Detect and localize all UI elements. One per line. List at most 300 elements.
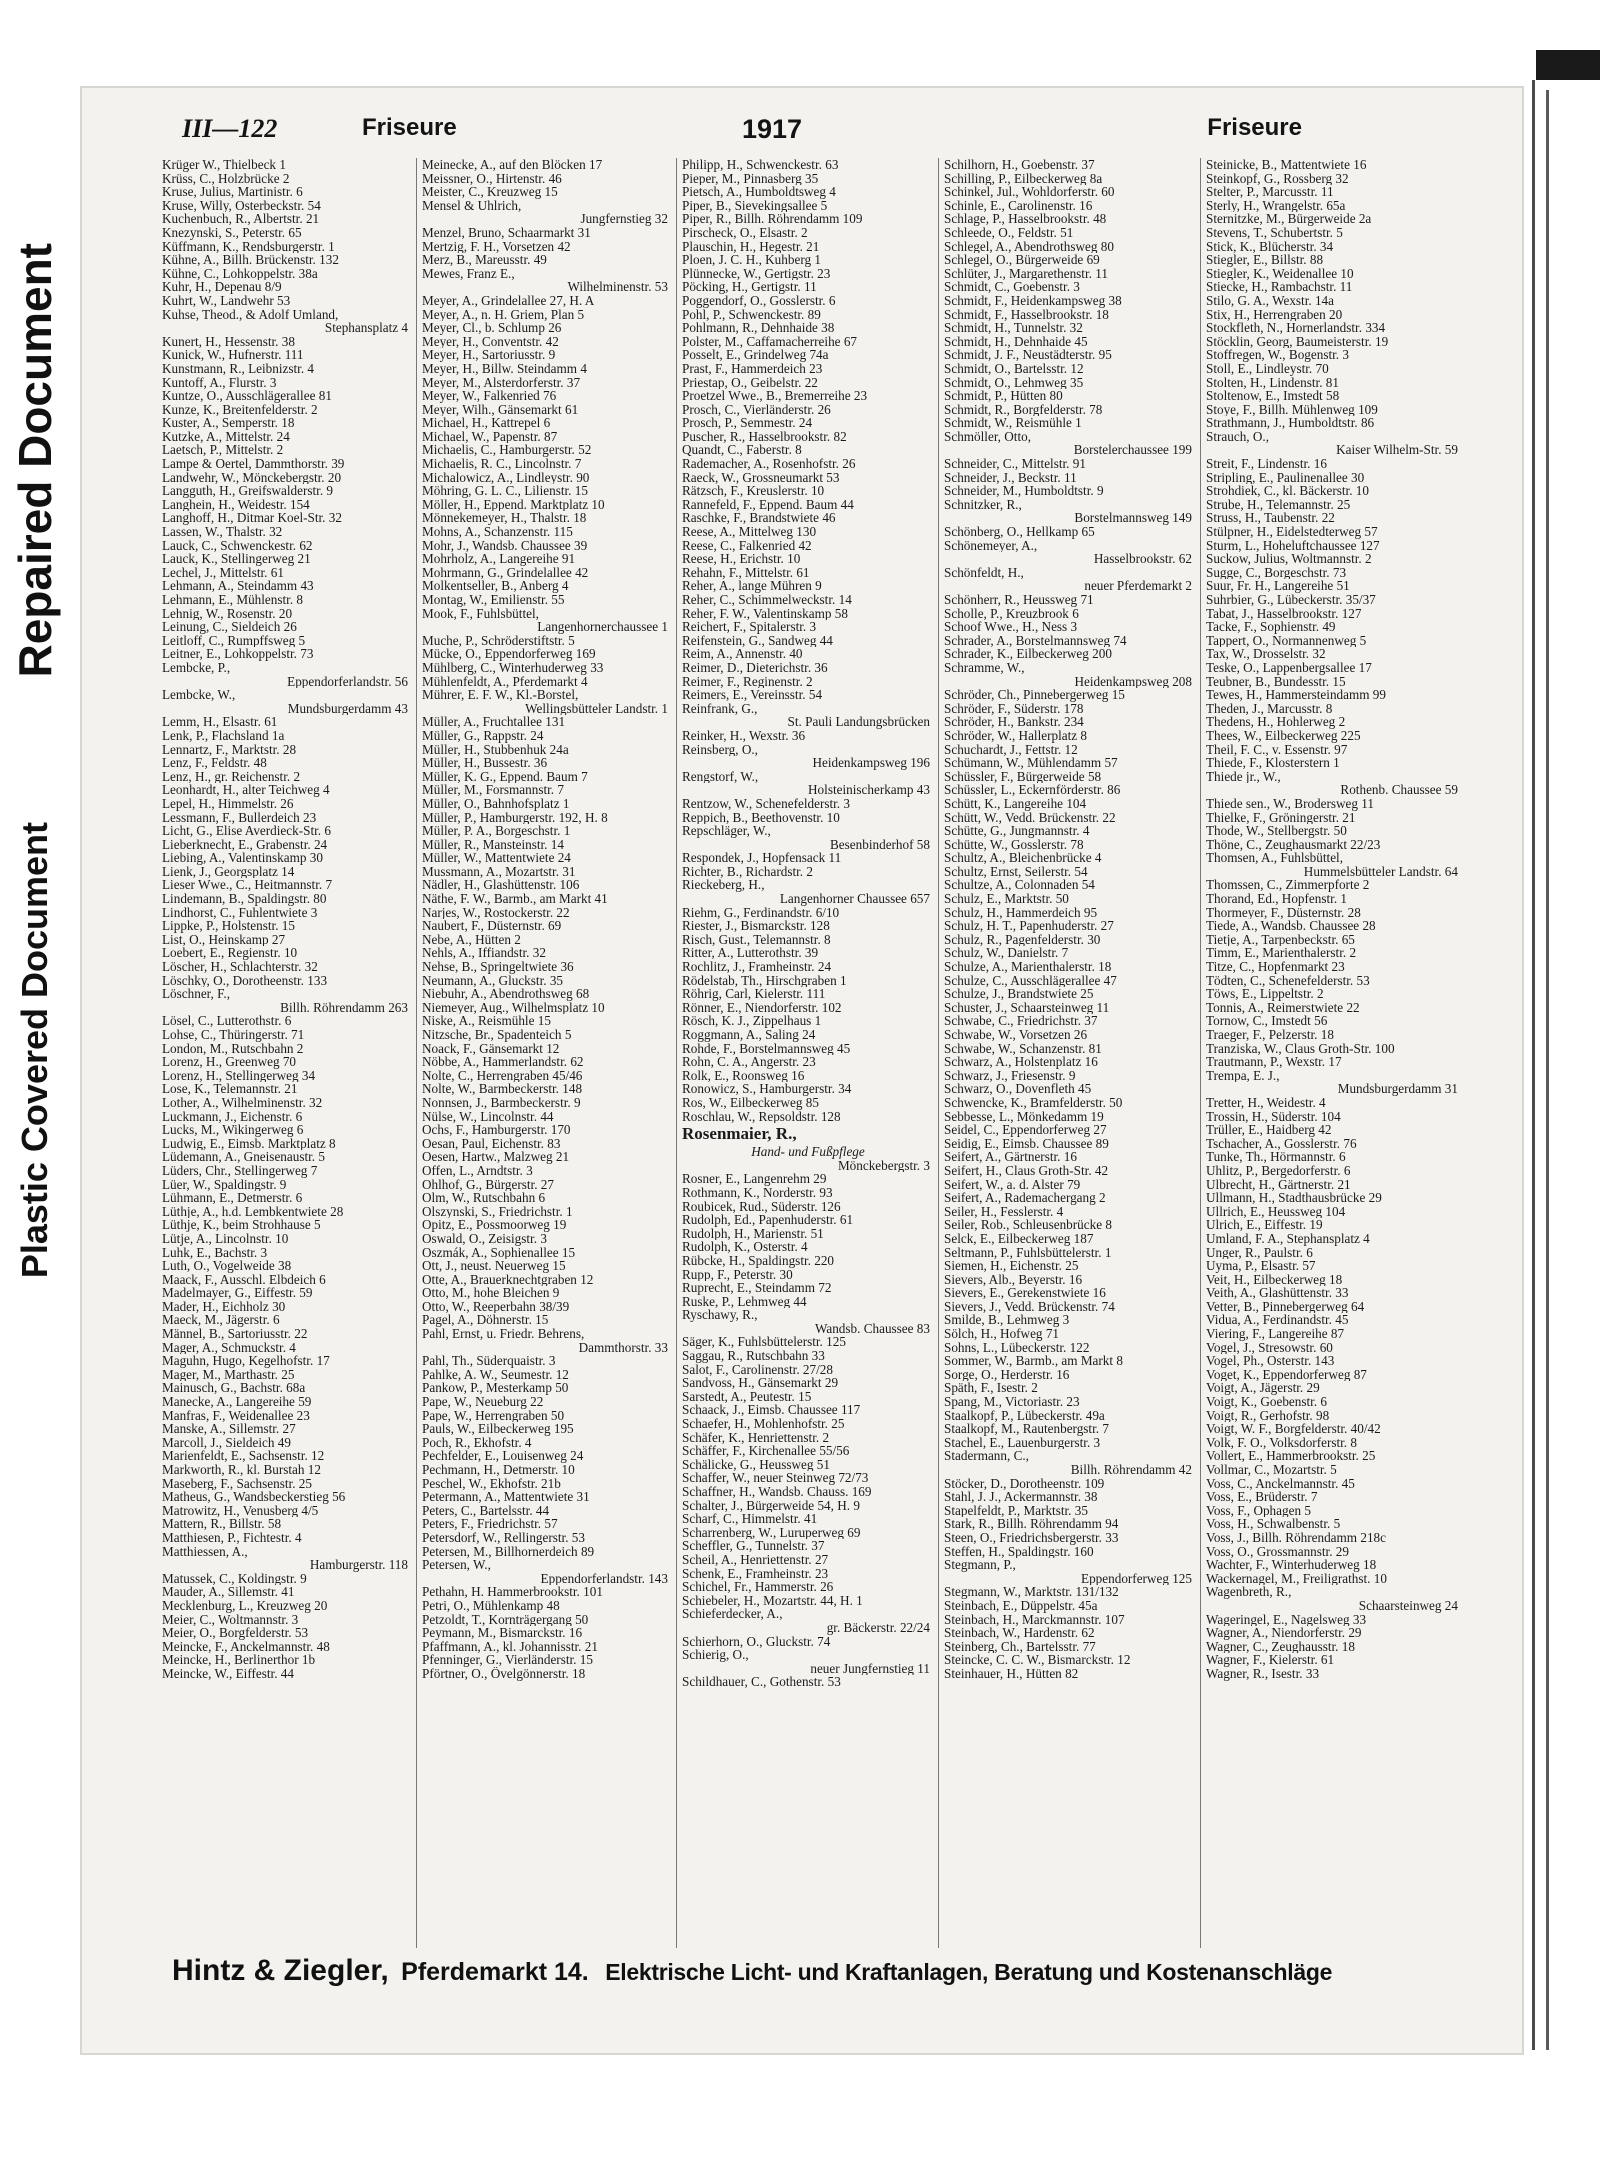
- directory-entry: Landwehr, W., Mönckebergstr. 20: [162, 470, 342, 485]
- directory-entry: Michaelis, C., Hamburgerstr. 52: [422, 443, 592, 458]
- directory-entry: Stripling, E., Paulinenallee 30: [1206, 470, 1365, 485]
- directory-entry: Ploen, J. C. H., Kuhberg 1: [682, 253, 821, 267]
- directory-entry: Hamburgerstr. 118: [309, 1558, 408, 1572]
- directory-entry: Rochlitz, J., Framheinstr. 24: [682, 960, 832, 974]
- directory-entry: Tewes, H., Hammersteindamm 99: [1206, 688, 1386, 702]
- directory-entry: Heidenkampsweg 208: [1074, 674, 1192, 689]
- directory-entry: Rohn, C. A., Angerstr. 23: [682, 1055, 816, 1069]
- directory-entry: neuer Pferdemarkt 2: [1084, 579, 1192, 593]
- directory-entry: Mührer, E. F. W., Kl.-Borstel,: [422, 688, 579, 702]
- directory-column-3: [682, 158, 934, 1948]
- directory-entry: Otte, A., Brauerknechtgraben 12: [422, 1272, 594, 1287]
- directory-entry: Lieberknecht, E., Grabenstr. 24: [162, 837, 328, 852]
- directory-entry: Scheffler, G., Tunnelstr. 37: [682, 1539, 825, 1553]
- directory-entry: Mönnekemeyer, H., Thalstr. 18: [422, 511, 587, 526]
- directory-entry: London, M., Rutschbahn 2: [162, 1041, 304, 1056]
- directory-entry: Rösch, K. J., Zippelhaus 1: [682, 1014, 822, 1028]
- directory-entry: Rannefeld, F., Eppend. Baum 44: [682, 497, 854, 512]
- directory-entry: Rönner, E., Niendorferstr. 102: [682, 1000, 842, 1015]
- directory-entry: Steinbach, E., Düppelstr. 45a: [944, 1598, 1098, 1613]
- directory-entry: Voget, K., Eppendorferweg 87: [1206, 1367, 1367, 1382]
- directory-entry: Schröder, F., Süderstr. 178: [944, 701, 1084, 716]
- directory-entry: Schönemeyer, A.,: [944, 538, 1038, 553]
- directory-entry: neuer Jungfernstieg 11: [810, 1661, 930, 1676]
- directory-entry: Lenz, F., Feldstr. 48: [162, 756, 267, 770]
- directory-entry: Meinecke, A., auf den Blöcken 17: [422, 158, 603, 172]
- directory-entry: Uhlitz, P., Bergedorferstr. 6: [1206, 1163, 1351, 1178]
- directory-entry: Nädler, H., Glashüttenstr. 106: [422, 878, 580, 893]
- directory-entry: Lienk, J., Georgsplatz 14: [162, 864, 295, 879]
- directory-entry: Schrader, A., Borstelmannsweg 74: [944, 633, 1127, 648]
- directory-entry: Mühlberg, C., Winterhuderweg 33: [422, 660, 604, 675]
- directory-entry: Langenhorner Chaussee 657: [779, 892, 930, 906]
- directory-entry: Borstelerchaussee 199: [1073, 443, 1192, 458]
- directory-entry: Volk, F. O., Volksdorferstr. 8: [1206, 1435, 1357, 1450]
- directory-entry: Säger, K., Fuhlsbüttelerstr. 125: [682, 1335, 846, 1350]
- directory-entry: Petersen, M., Billhornerdeich 89: [422, 1544, 595, 1559]
- directory-entry: Kuster, A., Semperstr. 18: [162, 416, 295, 430]
- directory-entry: Holsteinischerkamp 43: [808, 783, 930, 797]
- directory-entry: Respondek, J., Hopfensack 11: [682, 851, 842, 865]
- directory-entry: Madelmayer, G., Eiffestr. 59: [162, 1286, 313, 1300]
- directory-entry: Maeck, M., Jägerstr. 6: [162, 1313, 280, 1328]
- directory-entry: Suhrbier, G., Lübeckerstr. 35/37: [1206, 593, 1376, 607]
- directory-entry: Voigt, W. F., Borgfelderstr. 40/42: [1206, 1422, 1381, 1436]
- directory-entry: Narjes, W., Rostockerstr. 22: [422, 905, 570, 920]
- directory-entry: Wagenbreth, R.,: [1206, 1585, 1292, 1599]
- directory-entry: Reese, C., Falkenried 42: [682, 538, 812, 553]
- directory-entry: Stapelfeldt, P., Marktstr. 35: [944, 1503, 1088, 1518]
- directory-entry: Scholle, P., Kreuzbrook 6: [944, 606, 1079, 621]
- directory-entry: Ulbrecht, H., Gärtnerstr. 21: [1206, 1177, 1351, 1192]
- directory-entry: Schinkel, Jul., Wohldorferstr. 60: [944, 185, 1115, 199]
- directory-entry: Schaefer, H., Mohlenhofstr. 25: [682, 1417, 845, 1431]
- directory-entry: Ohlhof, G., Bürgerstr. 27: [422, 1177, 554, 1192]
- directory-entry: Oesan, Paul, Eichenstr. 83: [422, 1136, 561, 1151]
- directory-entry: Stöcklin, Georg, Baumeisterstr. 19: [1206, 334, 1389, 349]
- directory-entry: Sorge, O., Herderstr. 16: [944, 1367, 1070, 1382]
- directory-entry: Ronowicz, S., Hamburgerstr. 34: [682, 1082, 852, 1096]
- directory-entry: Lüders, Chr., Stellingerweg 7: [162, 1163, 318, 1178]
- directory-entry: Lehmann, A., Steindamm 43: [162, 579, 314, 593]
- directory-entry: Mohns, A., Schanzenstr. 115: [422, 525, 573, 539]
- directory-entry: Niske, A., Reismühle 15: [422, 1014, 551, 1028]
- page-header: [182, 114, 1302, 154]
- directory-entry: Thomssen, C., Zimmerpforte 2: [1206, 878, 1370, 893]
- directory-entry: Rudolph, K., Osterstr. 4: [682, 1240, 808, 1254]
- directory-entry: Leonhardt, H., alter Teichweg 4: [162, 783, 330, 797]
- directory-entry: Löschner, F.,: [162, 987, 231, 1001]
- directory-entry: Oesen, Hartw., Malzweg 21: [422, 1150, 570, 1164]
- directory-entry: Ros, W., Eilbeckerweg 85: [682, 1095, 819, 1110]
- footer-advertisement: [172, 1954, 1492, 1994]
- directory-entry: Reppich, B., Beethovenstr. 10: [682, 810, 840, 825]
- directory-entry: Pagel, A., Döhnerstr. 15: [422, 1313, 549, 1328]
- directory-entry: Lohse, C., Thüringerstr. 71: [162, 1028, 305, 1042]
- directory-entry: Steinbach, H., Marckmannstr. 107: [944, 1612, 1125, 1627]
- directory-entry: Steinicke, B., Mattentwiete 16: [1206, 158, 1367, 172]
- directory-entry: Mensel & Uhlrich,: [422, 198, 522, 213]
- directory-entry: Ullrich, E., Heussweg 104: [1206, 1204, 1346, 1219]
- directory-entry: Maguhn, Hugo, Kegelhofstr. 17: [162, 1354, 330, 1368]
- directory-entry: Mundsburgerdamm 31: [1337, 1082, 1458, 1096]
- directory-entry: Stiecke, H., Rambachstr. 11: [1206, 280, 1353, 294]
- directory-entry: Mussmann, A., Mozartstr. 31: [422, 864, 576, 879]
- directory-entry: Loebert, E., Regienstr. 10: [162, 946, 298, 961]
- directory-entry: Krüger W., Thielbeck 1: [162, 158, 286, 172]
- directory-entry: Plauschin, H., Hegestr. 21: [682, 239, 820, 254]
- directory-entry: Tabat, J., Hasselbrookstr. 127: [1206, 606, 1362, 621]
- directory-entry: Salot, F., Carolinenstr. 27/28: [682, 1362, 833, 1377]
- directory-entry: Marienfeldt, E., Sachsenstr. 12: [162, 1449, 325, 1463]
- directory-entry: Titze, C., Hopfenmarkt 23: [1206, 960, 1345, 974]
- directory-entry: Rothmann, K., Norderstr. 93: [682, 1185, 833, 1200]
- directory-entry: Voigt, K., Goebenstr. 6: [1206, 1395, 1328, 1409]
- directory-entry: Lauck, K., Stellingerweg 21: [162, 552, 311, 566]
- directory-entry: Meincke, H., Berlinerthor 1b: [162, 1653, 316, 1667]
- directory-entry: Petzoldt, T., Kornträgergang 50: [422, 1612, 589, 1627]
- directory-entry: Schwarz, A., Holstenplatz 16: [944, 1055, 1098, 1069]
- directory-entry: Veit, H., Eilbeckerweg 18: [1206, 1272, 1343, 1287]
- directory-entry: Lemm, H., Elsastr. 61: [162, 715, 278, 729]
- directory-entry: Schmidt, W., Reismühle 1: [944, 416, 1082, 430]
- directory-page: [82, 88, 1522, 2053]
- directory-entry: Vogel, Ph., Osterstr. 143: [1206, 1354, 1335, 1368]
- directory-entry: Michaelis, R. C., Lincolnstr. 7: [422, 457, 582, 471]
- directory-entry: Merz, B., Mareusstr. 49: [422, 253, 547, 267]
- directory-entry: Quandt, C., Faberstr. 8: [682, 443, 802, 458]
- directory-entry: Scharf, C., Himmelstr. 41: [682, 1512, 818, 1526]
- directory-entry: Olszynski, S., Friedrichstr. 1: [422, 1204, 573, 1219]
- directory-column-1: [162, 158, 412, 1948]
- directory-entry: Eppendorferlandstr. 56: [287, 674, 408, 689]
- directory-entry: Tiede, A., Wandsb. Chaussee 28: [1206, 919, 1376, 933]
- directory-entry: Stülpner, H., Eidelstedterweg 57: [1206, 525, 1378, 539]
- directory-entry: Stolten, H., Lindenstr. 81: [1206, 375, 1339, 390]
- directory-entry: Saggau, R., Rutschbahn 33: [682, 1349, 825, 1363]
- directory-entry: Polster, M., Caffamacherreihe 67: [682, 334, 858, 349]
- directory-entry: Strohdiek, C., kl. Bäckerstr. 10: [1206, 484, 1369, 498]
- directory-entry: Meyer, A., Grindelallee 27, H. A: [422, 293, 595, 308]
- directory-entry: Möhring, G. L. C., Lilienstr. 15: [422, 484, 588, 498]
- directory-entry: Kruse, Julius, Martinistr. 6: [162, 185, 303, 199]
- directory-entry: Mager, M., Marthastr. 25: [162, 1367, 295, 1382]
- directory-entry: Luckmann, J., Eichenstr. 6: [162, 1109, 303, 1124]
- directory-entry: Schmidt, O., Bartelsstr. 12: [944, 361, 1084, 376]
- directory-entry: Löscher, H., Schlachterstr. 32: [162, 960, 318, 974]
- directory-entry: Timm, E., Marienthalerstr. 2: [1206, 946, 1357, 961]
- directory-entry: Mohrholz, A., Langereihe 91: [422, 552, 576, 566]
- directory-entry: Pfaffmann, A., kl. Johannisstr. 21: [422, 1639, 598, 1654]
- directory-entry: Sölch, H., Hofweg 71: [944, 1327, 1060, 1341]
- directory-entry: Schmidt, F., Heidenkampsweg 38: [944, 293, 1122, 308]
- directory-entry: Roggmann, A., Saling 24: [682, 1028, 816, 1042]
- directory-entry: Rentzow, W., Schenefelderstr. 3: [682, 796, 850, 811]
- directory-entry: Petermann, A., Mattentwiete 31: [422, 1490, 590, 1504]
- directory-entry: Thees, W., Eilbeckerweg 225: [1206, 728, 1361, 743]
- directory-entry: Schenk, E., Framheinstr. 23: [682, 1566, 829, 1581]
- directory-entry: Stöcker, D., Dorotheenstr. 109: [944, 1476, 1105, 1491]
- directory-entry: Thiede sen., W., Brodersweg 11: [1206, 796, 1374, 811]
- directory-entry: Schmöller, Otto,: [944, 429, 1032, 444]
- directory-entry: Meister, C., Kreuzweg 15: [422, 185, 558, 199]
- directory-entry: Tornow, C., Imstedt 56: [1206, 1014, 1328, 1028]
- directory-entry: Reese, A., Mittelweg 130: [682, 525, 817, 539]
- directory-entry: Wagner, C., Zeughausstr. 18: [1206, 1639, 1355, 1654]
- directory-entry: Vollmar, C., Mozartstr. 5: [1206, 1463, 1337, 1477]
- directory-entry: Unger, R., Paulstr. 6: [1206, 1245, 1313, 1260]
- directory-entry: Krüss, C., Holzbrücke 2: [162, 171, 290, 186]
- directory-entry: Thiede, F., Klosterstern 1: [1206, 756, 1340, 770]
- directory-entry: Thiede jr., W.,: [1206, 769, 1281, 784]
- directory-entry: Plünnecke, W., Gertigstr. 23: [682, 266, 831, 281]
- directory-entry: Möller, H., Eppend. Marktplatz 10: [422, 497, 605, 512]
- directory-entry: Ruske, P., Lehmweg 44: [682, 1294, 807, 1309]
- directory-entry: Luth, O., Vogelweide 38: [162, 1259, 292, 1273]
- directory-entry: Peschel, W., Ekhofstr. 21b: [422, 1476, 561, 1491]
- directory-entry: Tonnis, A., Reimerstwiete 22: [1206, 1000, 1360, 1015]
- directory-entry: Kuhse, Theod., & Adolf Umland,: [162, 307, 339, 322]
- directory-entry: Schwencke, K., Bramfelderstr. 50: [944, 1095, 1123, 1110]
- directory-entry: Mundsburgerdamm 43: [287, 701, 408, 716]
- directory-entry: Trautmann, P., Wexstr. 17: [1206, 1055, 1342, 1069]
- directory-entry: Lüdemann, A., Gneisenaustr. 5: [162, 1150, 325, 1164]
- directory-entry: Pförtner, O., Övelgönnerstr. 18: [422, 1666, 586, 1681]
- directory-entry: Ochs, F., Hamburgerstr. 170: [422, 1123, 571, 1137]
- directory-entry: Meyer, M., Alsterdorferstr. 37: [422, 375, 581, 390]
- directory-entry: Küffmann, K., Rendsburgerstr. 1: [162, 239, 335, 254]
- directory-entry: Steinberg, Ch., Bartelsstr. 77: [944, 1639, 1096, 1654]
- directory-entry: Kunze, K., Breitenfelderstr. 2: [162, 402, 318, 417]
- directory-entry: Stahl, J. J., Ackermannstr. 38: [944, 1490, 1098, 1504]
- directory-entry: Prosch, P., Semmestr. 24: [682, 416, 813, 430]
- directory-entry: Vidua, A., Ferdinandstr. 45: [1206, 1313, 1349, 1328]
- directory-column-2: [422, 158, 672, 1948]
- directory-year: 1917: [742, 114, 803, 144]
- directory-entry: Töws, E., Lippeltstr. 2: [1206, 987, 1324, 1001]
- directory-entry: Schäfer, K., Henriettenstr. 2: [682, 1430, 830, 1445]
- directory-entry: Tappert, O., Normannenweg 5: [1206, 633, 1367, 648]
- directory-entry: Niemeyer, Aug., Wilhelmsplatz 10: [422, 1000, 605, 1015]
- directory-entry: Sohns, L., Lübeckerstr. 122: [944, 1340, 1090, 1355]
- directory-entry: Männel, B., Sartoriusstr. 22: [162, 1327, 308, 1341]
- directory-entry: Meyer, A., n. H. Griem, Plan 5: [422, 307, 585, 322]
- directory-entry: Lühmann, E., Detmerstr. 6: [162, 1191, 303, 1205]
- directory-entry: Molkentseller, B., Anberg 4: [422, 579, 569, 593]
- directory-entry: Lieser Wwe., C., Heitmannstr. 7: [162, 878, 333, 893]
- plastic-covered-document-text: Plastic Covered Document: [14, 821, 55, 1279]
- directory-entry: Reher, C., Schimmelweckstr. 14: [682, 593, 852, 607]
- directory-entry: Schultz, A., Bleichenbrücke 4: [944, 851, 1102, 865]
- directory-entry: Matrowitz, H., Venusberg 4/5: [162, 1503, 319, 1518]
- directory-entry: Matheus, G., Wandsbeckerstieg 56: [162, 1490, 346, 1504]
- directory-entry: Schwarz, J., Friesenstr. 9: [944, 1068, 1076, 1083]
- directory-entry: Lenz, H., gr. Reichenstr. 2: [162, 769, 301, 784]
- directory-entry: Tretter, H., Weidestr. 4: [1206, 1095, 1326, 1110]
- directory-entry: Trüller, E., Haidberg 42: [1206, 1123, 1332, 1137]
- directory-entry: Seifert, A., Gärtnerstr. 16: [944, 1150, 1077, 1164]
- directory-entry: Lassen, W., Thalstr. 32: [162, 525, 283, 539]
- directory-entry: Theil, F. C., v. Essenstr. 97: [1206, 742, 1348, 757]
- directory-entry: Rudolph, H., Marienstr. 51: [682, 1226, 824, 1241]
- directory-entry: Lindhorst, C., Fuhlentwiete 3: [162, 905, 318, 920]
- directory-entry: Trossin, H., Süderstr. 104: [1206, 1109, 1341, 1124]
- directory-entry: Mewes, Franz E.,: [422, 266, 515, 281]
- directory-entry: Scharrenberg, W., Luruperweg 69: [682, 1525, 861, 1540]
- directory-entry: Schultz, Ernst, Seilerstr. 54: [944, 864, 1088, 879]
- directory-entry: Priestap, O., Geibelstr. 22: [682, 375, 818, 390]
- directory-entry: Sternitzke, M., Bürgerweide 2a: [1206, 212, 1372, 226]
- directory-entry: Thomsen, A., Fuhlsbüttel,: [1206, 851, 1344, 865]
- directory-entry: Dammthorstr. 33: [578, 1340, 668, 1355]
- directory-entry: Risch, Gust., Telemannstr. 8: [682, 932, 831, 947]
- directory-entry: Schönfeldt, H.,: [944, 565, 1024, 580]
- directory-entry: Seifert, H., Claus Groth-Str. 42: [944, 1163, 1109, 1178]
- directory-entry: Trempa, E. J.,: [1206, 1068, 1280, 1083]
- directory-entry: Strathmann, J., Humboldtstr. 86: [1206, 416, 1375, 430]
- directory-entry: Schümann, W., Mühlendamm 57: [944, 756, 1118, 770]
- directory-entry: Reimer, F., Reginenstr. 2: [682, 674, 813, 689]
- directory-entry: Schulz, H. T., Papenhuderstr. 27: [944, 919, 1114, 933]
- directory-entry: Mühlenfeldt, A., Pferdemarkt 4: [422, 674, 588, 689]
- directory-entry: Nolte, C., Herrengraben 45/46: [422, 1068, 583, 1083]
- directory-entry: Pankow, P., Mesterkamp 50: [422, 1381, 569, 1396]
- directory-entry: List, O., Heinskamp 27: [162, 932, 286, 947]
- directory-entry: Seifert, A., Rademachergang 2: [944, 1191, 1106, 1205]
- directory-entry: Schmidt, O., Lehmweg 35: [944, 375, 1084, 390]
- directory-entry: Stevens, T., Schubertstr. 5: [1206, 225, 1343, 240]
- directory-entry: Mohr, J., Wandsb. Chaussee 39: [422, 538, 588, 553]
- directory-entry: Voss, J., Billh. Röhrendamm 218c: [1206, 1530, 1386, 1545]
- directory-entry: Lessmann, F., Bullerdeich 23: [162, 810, 317, 825]
- directory-entry: Suur, Fr. H., Langereihe 51: [1206, 579, 1350, 593]
- directory-entry: Seiler, H., Fesslerstr. 4: [944, 1204, 1064, 1219]
- directory-entry: Kühne, C., Lohkoppelstr. 38a: [162, 266, 318, 281]
- directory-entry: Schaffer, W., neuer Steinweg 72/73: [682, 1471, 869, 1485]
- directory-entry: Rohde, F., Borstelmannsweg 45: [682, 1041, 851, 1056]
- directory-entry: Steinkopf, G., Rossberg 32: [1206, 171, 1349, 186]
- directory-entry: Steincke, C. C. W., Bismarckstr. 12: [944, 1653, 1131, 1667]
- directory-entry: Schütte, G., Jungmannstr. 4: [944, 824, 1090, 838]
- directory-entry: Müller, H., Bussestr. 36: [422, 756, 548, 770]
- directory-entry: Meier, O., Borgfelderstr. 53: [162, 1626, 309, 1640]
- directory-entry: Schlüter, J., Margarethenstr. 11: [944, 266, 1108, 281]
- directory-entry: Luhk, E., Bachstr. 3: [162, 1245, 268, 1260]
- directory-entry: Nehse, B., Springeltwiete 36: [422, 960, 574, 974]
- directory-entry: Schleede, O., Feldstr. 51: [944, 225, 1074, 240]
- directory-entry: Lembcke, P.,: [162, 660, 231, 675]
- directory-entry: Pöcking, H., Gertigstr. 11: [682, 280, 817, 294]
- directory-entry: Müller, P. A., Borgeschstr. 1: [422, 824, 571, 838]
- directory-entry: Schwarz, O., Dovenfleth 45: [944, 1082, 1092, 1096]
- directory-entry: Schierhorn, O., Gluckstr. 74: [682, 1634, 831, 1649]
- directory-entry: Posselt, E., Grindelweg 74a: [682, 348, 829, 362]
- directory-entry: Thielke, F., Gröningerstr. 21: [1206, 810, 1356, 825]
- directory-entry: Lüthje, K., beim Strohhause 5: [162, 1218, 321, 1232]
- directory-entry: Schüssler, F., Bürgerweide 58: [944, 769, 1102, 784]
- directory-entry: Poch, R., Ekhofstr. 4: [422, 1435, 532, 1450]
- directory-entry: Rieckeberg, H.,: [682, 878, 765, 893]
- directory-entry: Kuntze, O., Ausschlägerallee 81: [162, 389, 332, 403]
- directory-entry: Kuntoff, A., Flurstr. 3: [162, 375, 277, 390]
- directory-entry: Löschky, O., Dorotheenstr. 133: [162, 973, 328, 988]
- directory-entry: Sandvoss, H., Gänsemarkt 29: [682, 1376, 839, 1390]
- directory-entry: Wilhelminenstr. 53: [567, 280, 668, 294]
- directory-entry: Mohrmann, G., Grindelallee 42: [422, 565, 589, 580]
- directory-entry: Pieper, M., Pinnasberg 35: [682, 171, 819, 186]
- directory-entry: Neumann, A., Gluckstr. 35: [422, 973, 564, 988]
- directory-entry: Niebuhr, A., Abendrothsweg 68: [422, 987, 590, 1001]
- ad-firm-name: Hintz & Ziegler,: [172, 1954, 389, 1987]
- directory-entry: Nülse, W., Lincolnstr. 44: [422, 1109, 554, 1124]
- directory-entry: Pethahn, H. Hammerbrookstr. 101: [422, 1585, 603, 1599]
- directory-entry: Rolk, E., Roonsweg 16: [682, 1068, 805, 1083]
- directory-entry: Mader, H., Eichholz 30: [162, 1299, 286, 1314]
- directory-entry: Stoye, F., Billh. Mühlenweg 109: [1206, 402, 1378, 417]
- directory-entry: Thormeyer, F., Düsternstr. 28: [1206, 905, 1361, 920]
- directory-entry: Voss, E., Brüderstr. 7: [1206, 1490, 1318, 1504]
- directory-entry: St. Pauli Landungsbrücken: [787, 715, 930, 729]
- directory-entry: Schönberg, O., Hellkamp 65: [944, 525, 1095, 539]
- directory-entry: Schmidt, C., Goebenstr. 3: [944, 280, 1080, 294]
- directory-entry: Reimers, E., Vereinsstr. 54: [682, 688, 823, 702]
- directory-entry: Rademacher, A., Rosenhofstr. 26: [682, 457, 856, 471]
- directory-entry: Theden, J., Marcusstr. 8: [1206, 701, 1333, 716]
- directory-entry: Schieferdecker, A.,: [682, 1607, 783, 1621]
- directory-entry: Pauls, W., Eilbeckerweg 195: [422, 1422, 574, 1436]
- directory-entry: Siemen, H., Eichenstr. 25: [944, 1259, 1079, 1273]
- directory-entry: Reher, A., lange Mühren 9: [682, 579, 822, 593]
- directory-entry: Lehnig, W., Rosenstr. 20: [162, 606, 293, 621]
- directory-entry: Vollert, E., Hammerbrookstr. 25: [1206, 1449, 1376, 1463]
- directory-entry: Matussek, C., Koldingstr. 9: [162, 1571, 307, 1586]
- directory-entry: Petersen, W.,: [422, 1558, 491, 1572]
- directory-entry: Stiegler, K., Weidenallee 10: [1206, 266, 1354, 281]
- directory-entry: Lüer, W., Spaldingstr. 9: [162, 1177, 287, 1192]
- directory-entry: Schlage, P., Hasselbrookstr. 48: [944, 212, 1107, 226]
- directory-entry: Schneider, M., Humboldtstr. 9: [944, 484, 1104, 498]
- directory-entry: Späth, F., Isestr. 2: [944, 1381, 1038, 1396]
- directory-entry: Voigt, A., Jägerstr. 29: [1206, 1381, 1320, 1396]
- directory-entry: Pohlmann, R., Dehnhaide 38: [682, 321, 835, 335]
- directory-entry: Matthiesen, P., Fichtestr. 4: [162, 1530, 302, 1545]
- directory-entry: Seltmann, P., Fuhlsbüttelerstr. 1: [944, 1245, 1112, 1260]
- directory-entry: Schulze, A., Marienthalerstr. 18: [944, 960, 1112, 974]
- directory-entry: Reher, F. W., Valentinskamp 58: [682, 606, 848, 621]
- directory-entry: Voigt, R., Gerhofstr. 98: [1206, 1408, 1330, 1423]
- directory-entry: Lippke, P., Holstenstr. 15: [162, 919, 295, 933]
- directory-entry: Rosner, E., Langenrehm 29: [682, 1172, 827, 1186]
- directory-entry: Lucks, M., Wikingerweg 6: [162, 1123, 304, 1137]
- directory-entry: Streit, F., Lindenstr. 16: [1206, 457, 1327, 471]
- directory-entry: Seidel, C., Eppendorferweg 27: [944, 1123, 1107, 1137]
- directory-entry: Schalter, J., Bürgerweide 54, H. 9: [682, 1498, 860, 1513]
- directory-entry: Langhoff, H., Ditmar Koel-Str. 32: [162, 511, 342, 526]
- directory-entry: Billh. Röhrendamm 42: [1070, 1463, 1192, 1477]
- directory-entry: Olm, W., Rutschbahn 6: [422, 1191, 546, 1205]
- directory-entry: Reichert, F., Spitalerstr. 3: [682, 620, 817, 634]
- directory-entry: Schaack, J., Eimsb. Chaussee 117: [682, 1403, 861, 1418]
- directory-entry: Kuchenbuch, R., Albertstr. 21: [162, 212, 320, 226]
- directory-entry: Schlegel, O., Bürgerweide 69: [944, 253, 1100, 267]
- directory-entry: Raschke, F., Brandstwiete 46: [682, 511, 836, 526]
- directory-entry: Struss, H., Taubenstr. 22: [1206, 511, 1335, 526]
- directory-entry: Meyer, Cl., b. Schlump 26: [422, 321, 562, 335]
- directory-entry: Näthe, F. W., Barmb., am Markt 41: [422, 892, 608, 906]
- directory-entry: Nehls, A., Iffiandstr. 32: [422, 946, 546, 961]
- directory-entry: Thorand, Ed., Hopfenstr. 1: [1206, 892, 1348, 906]
- directory-entry: Schoof Wwe., H., Ness 3: [944, 620, 1078, 634]
